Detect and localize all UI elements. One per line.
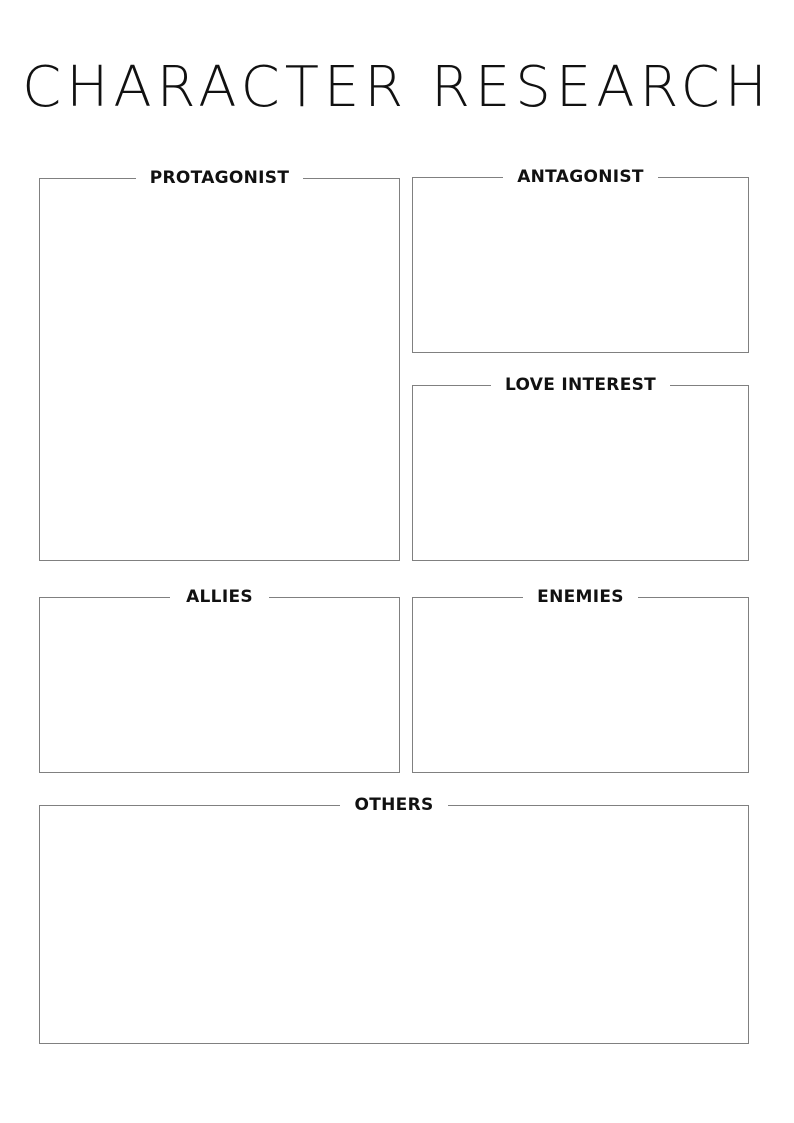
enemies-label: ENEMIES bbox=[523, 587, 638, 607]
love-interest-label: LOVE INTEREST bbox=[491, 375, 670, 395]
antagonist-writing-area[interactable] bbox=[413, 178, 748, 352]
antagonist-box bbox=[412, 167, 749, 353]
protagonist-box bbox=[39, 168, 400, 561]
antagonist-label: ANTAGONIST bbox=[503, 167, 658, 187]
allies-box bbox=[39, 587, 400, 773]
enemies-writing-area[interactable] bbox=[413, 598, 748, 772]
others-label: OTHERS bbox=[340, 795, 447, 815]
protagonist-label: PROTAGONIST bbox=[136, 168, 304, 188]
others-box bbox=[39, 795, 749, 1044]
love-interest-writing-area[interactable] bbox=[413, 386, 748, 560]
protagonist-writing-area[interactable] bbox=[40, 179, 399, 560]
allies-label: ALLIES bbox=[170, 587, 269, 607]
page-title: CHARACTER RESEARCH bbox=[22, 55, 772, 120]
others-writing-area[interactable] bbox=[40, 806, 748, 1043]
love-interest-box bbox=[412, 375, 749, 561]
allies-writing-area[interactable] bbox=[40, 598, 399, 772]
enemies-box bbox=[412, 587, 749, 773]
